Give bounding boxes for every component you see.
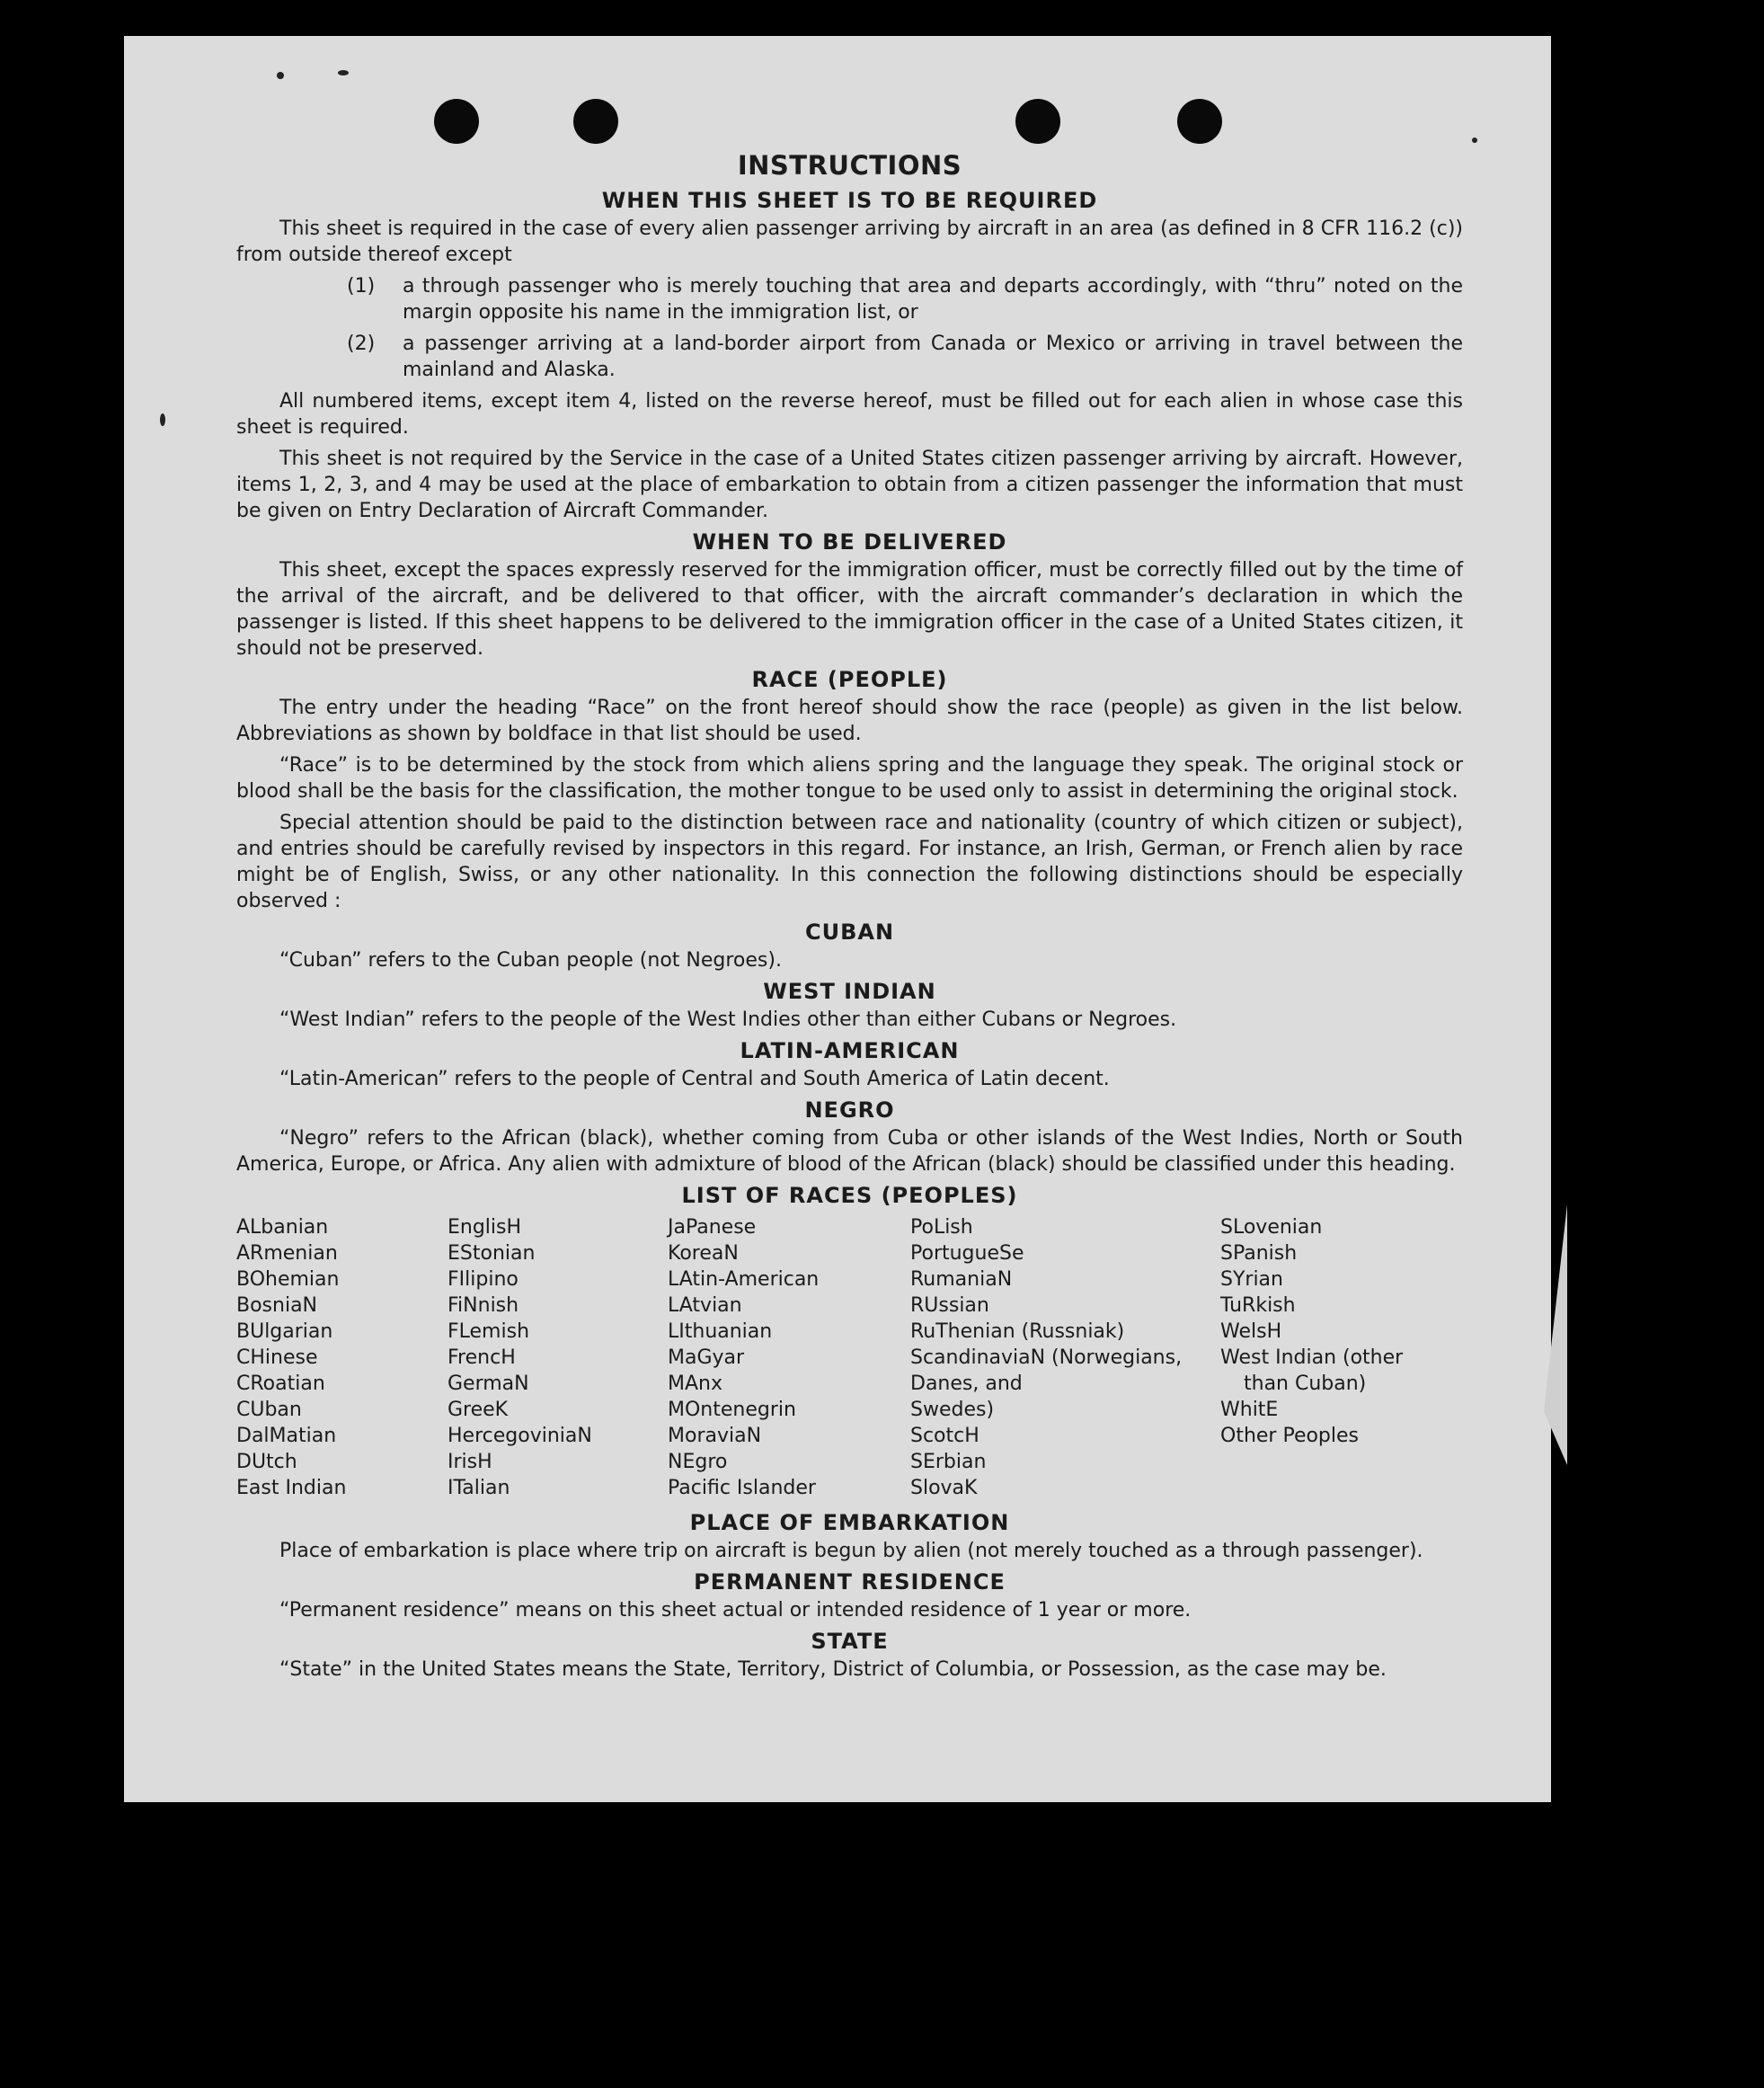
ink-speck: [1472, 138, 1477, 143]
race-entry: ITalian: [448, 1477, 510, 1499]
latin-american-text: “Latin-American” refers to the people of Central and South America of Latin decent.: [279, 1068, 1110, 1090]
ink-speck: [277, 72, 284, 79]
exception-item: [236, 273, 1463, 325]
race-column: [668, 1214, 910, 1501]
state-text: “State” in the United States means the State, Territory, District of Columbia, or Possession, as the case may be.: [279, 1658, 1387, 1681]
race-entry: ALbanian: [236, 1216, 329, 1239]
race-entry: WelsH: [1220, 1320, 1282, 1343]
race-entry: FiNnish: [448, 1294, 519, 1317]
heading-state: STATE: [811, 1629, 889, 1654]
race-column: [236, 1214, 448, 1501]
race-entry: TuRkish: [1220, 1294, 1296, 1317]
race-entry: IrisH: [448, 1451, 492, 1473]
race-entry: BOhemian: [236, 1268, 340, 1291]
page-title: INSTRUCTIONS: [737, 150, 962, 181]
ink-speck: [338, 70, 349, 76]
race-entry: WhitE: [1220, 1399, 1279, 1421]
race-entry: than Cuban): [1244, 1373, 1367, 1395]
permanent-residence-text: “Permanent residence” means on this sheet actual or intended residence of 1 year or more.: [279, 1599, 1192, 1622]
punch-hole: [1177, 99, 1222, 144]
heading-place-of-embarkation: PLACE OF EMBARKATION: [689, 1510, 1010, 1535]
race-list: [236, 1214, 1463, 1501]
exception-item: [236, 331, 1463, 383]
race-entry: NEgro: [668, 1451, 728, 1473]
exception-number: (1): [347, 275, 376, 298]
race-entry: Swedes): [910, 1399, 995, 1421]
race-entry: FLemish: [448, 1320, 530, 1343]
cuban-text: “Cuban” refers to the Cuban people (not Negroes).: [279, 949, 782, 972]
race-entry: LAtvian: [668, 1294, 742, 1317]
race-entry: SErbian: [910, 1451, 987, 1473]
race-entry: CHinese: [236, 1346, 318, 1369]
race-column: [1220, 1214, 1463, 1501]
punch-hole: [434, 99, 479, 144]
race-entry: CRoatian: [236, 1373, 325, 1395]
race-entry: CUban: [236, 1399, 302, 1421]
exception-text: a passenger arriving at a land-border airport from Canada or Mexico or arriving in travel between the mainland and Alaska.: [403, 333, 1463, 381]
race-para2: “Race” is to be determined by the stock from which aliens spring and the language they speak. The original stock or blood shall be the basis for the classification, the mother tongue to be used only to assist in determining the original stock.: [236, 754, 1463, 803]
when-delivered-text: This sheet, except the spaces expressly reserved for the immigration officer, must be correctly filled out by the time of the arrival of the aircraft, and be delivered to that officer, with the aircraft commander’s declaration in which the passenger is listed. If this sheet happens to be delivered to the immigration officer in the case of a United States citizen, it should not be preserved.: [236, 559, 1463, 660]
race-entry: LAtin-American: [668, 1268, 820, 1291]
heading-race: RACE (PEOPLE): [751, 667, 948, 692]
ink-speck: [160, 413, 165, 426]
page-fold-edge: [1544, 1204, 1567, 1465]
race-entry: LIthuanian: [668, 1320, 773, 1343]
race-column: [448, 1214, 668, 1501]
race-entry: SLovenian: [1220, 1216, 1323, 1239]
race-entry: HercegoviniaN: [448, 1425, 592, 1447]
race-para3: Special attention should be paid to the distinction between race and nationality (country of which citizen or subject), and entries should be carefully revised by inspectors in this regard. For instance, an Irish, German, or French alien by race might be of English, Swiss, or any other nationality. In this connection the following distinctions should be especially observed :: [236, 812, 1463, 912]
when-required-para3: This sheet is not required by the Service in the case of a United States citizen passenger arriving by aircraft. However, items 1, 2, 3, and 4 may be used at the place of embarkation to obtain from a citizen passenger the information that must be given on Entry Declaration of Aircraft Commander.: [236, 448, 1463, 522]
race-entry: Pacific Islander: [668, 1477, 816, 1499]
west-indian-text: “West Indian” refers to the people of the West Indies other than either Cubans or Negroes.: [279, 1008, 1177, 1031]
heading-permanent-residence: PERMANENT RESIDENCE: [694, 1569, 1006, 1595]
heading-when-delivered: WHEN TO BE DELIVERED: [692, 529, 1007, 555]
race-entry: MAnx: [668, 1373, 722, 1395]
race-entry: MoraviaN: [668, 1425, 762, 1447]
heading-cuban: CUBAN: [804, 920, 895, 945]
heading-list-of-races: LIST OF RACES (PEOPLES): [681, 1183, 1018, 1208]
race-entry: BUlgarian: [236, 1320, 333, 1343]
race-entry: MOntenegrin: [668, 1399, 796, 1421]
race-entry: KoreaN: [668, 1242, 739, 1265]
document-sheet: [124, 36, 1551, 1802]
race-column: [910, 1214, 1220, 1501]
when-required-intro: This sheet is required in the case of every alien passenger arriving by aircraft in an area (as defined in 8 CFR 116.2 (c)) from outside thereof except: [236, 218, 1463, 266]
exception-text: a through passenger who is merely touching that area and departs accordingly, with “thru” noted on the margin opposite his name in the immigration list, or: [403, 275, 1463, 324]
place-of-embarkation-text: Place of embarkation is place where trip on aircraft is begun by alien (not merely touched as a through passenger).: [279, 1540, 1423, 1562]
punch-hole: [573, 99, 618, 144]
race-entry: Danes, and: [910, 1373, 1023, 1395]
exception-number: (2): [347, 333, 376, 355]
race-entry: EStonian: [448, 1242, 536, 1265]
race-para1: The entry under the heading “Race” on the front hereof should show the race (people) as given in the list below. Abbreviations as shown by boldface in that list should be used.: [236, 697, 1463, 745]
race-entry: FrencH: [448, 1346, 516, 1369]
race-entry: ScotcH: [910, 1425, 980, 1447]
race-entry: RUssian: [910, 1294, 989, 1317]
race-entry: PoLish: [910, 1216, 973, 1239]
race-entry: ARmenian: [236, 1242, 338, 1265]
race-entry: BosniaN: [236, 1294, 318, 1317]
heading-latin-american: LATIN-AMERICAN: [740, 1038, 960, 1063]
heading-when-required: WHEN THIS SHEET IS TO BE REQUIRED: [601, 188, 1098, 213]
race-entry: ScandinaviaN (Norwegians,: [910, 1346, 1183, 1369]
when-required-para2: All numbered items, except item 4, listed on the reverse hereof, must be filled out for each alien in whose case this sheet is required.: [236, 390, 1463, 439]
race-entry: SYrian: [1220, 1268, 1283, 1291]
race-entry: JaPanese: [668, 1216, 757, 1239]
heading-west-indian: WEST INDIAN: [763, 979, 936, 1004]
race-entry: GermaN: [448, 1373, 529, 1395]
race-entry: East Indian: [236, 1477, 347, 1499]
race-entry: DUtch: [236, 1451, 297, 1473]
negro-text: “Negro” refers to the African (black), whether coming from Cuba or other islands of the West Indies, North or South America, Europe, or Africa. Any alien with admixture of blood of the African (black) should be classified under this heading.: [236, 1127, 1463, 1176]
instructions-content: [236, 150, 1463, 1688]
race-entry: RuThenian (Russniak): [910, 1320, 1125, 1343]
race-entry: West Indian (other: [1220, 1346, 1404, 1369]
race-entry: RumaniaN: [910, 1268, 1013, 1291]
race-entry: SPanish: [1220, 1242, 1298, 1265]
race-entry: Other Peoples: [1220, 1425, 1360, 1447]
race-entry: MaGyar: [668, 1346, 745, 1369]
race-entry: GreeK: [448, 1399, 509, 1421]
punch-hole: [1015, 99, 1060, 144]
heading-negro: NEGRO: [804, 1097, 895, 1123]
race-entry: FIlipino: [448, 1268, 519, 1291]
race-entry: PortugueSe: [910, 1242, 1024, 1265]
race-entry: SlovaK: [910, 1477, 978, 1499]
race-entry: EnglisH: [448, 1216, 522, 1239]
race-entry: DalMatian: [236, 1425, 337, 1447]
